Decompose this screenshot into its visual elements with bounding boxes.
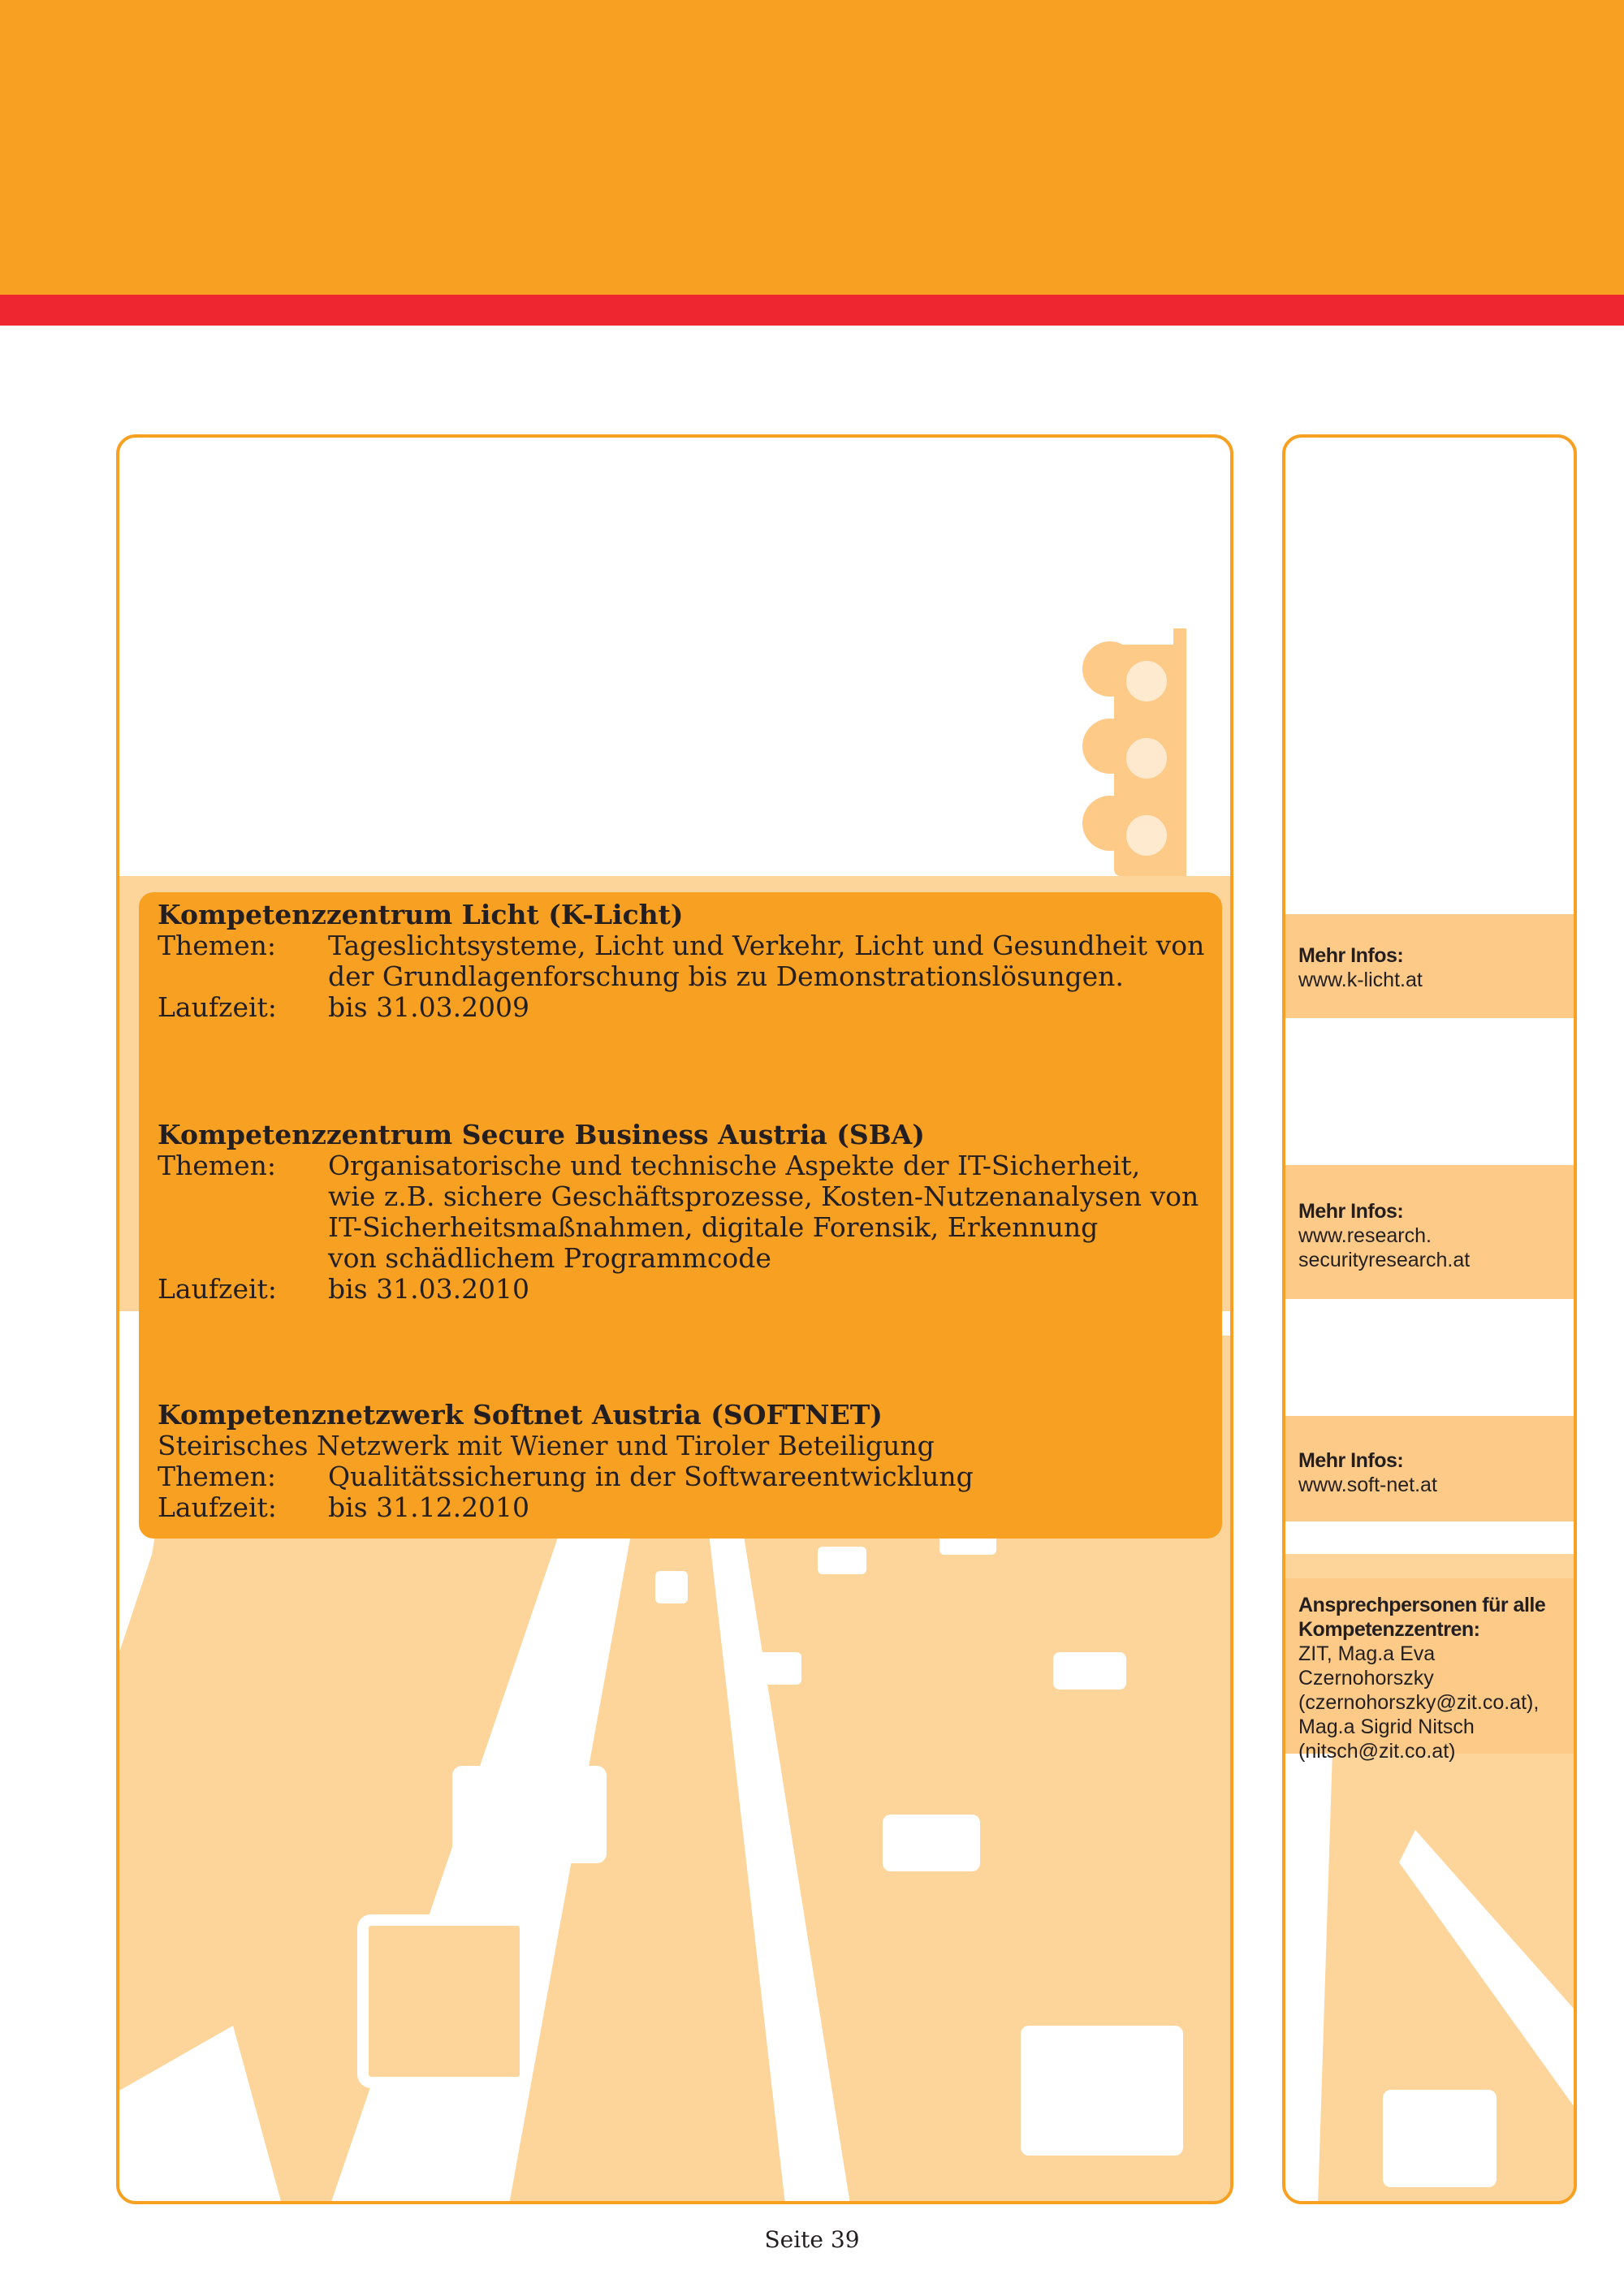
laufzeit-label: Laufzeit: [158,1491,277,1523]
themen-value: wie z.B. sichere Geschäftsprozesse, Kosten-Nutzenanalysen von [328,1180,1199,1212]
sidebar-link[interactable]: www.k-licht.at [1298,969,1423,991]
header-orange-band [0,0,1624,295]
contact-line: Mag.a Sigrid Nitsch [1298,1716,1475,1738]
laufzeit-value: bis 31.12.2010 [328,1491,530,1523]
sidebar-heading: Mehr Infos: [1298,1449,1404,1472]
sidebar-heading: Ansprechpersonen für alle [1298,1594,1546,1616]
entry-sba [158,1120,1213,1305]
sidebar-link[interactable]: securityresearch.at [1298,1249,1471,1271]
themen-label: Themen: [158,1150,276,1181]
sidebar-heading: Mehr Infos: [1298,1200,1404,1223]
themen-value: IT-Sicherheitsmaßnahmen, digitale Forensik, Erkennung [328,1211,1099,1243]
sidebar-heading: Kompetenzzentren: [1298,1618,1480,1641]
themen-value: Qualitätssicherung in der Softwareentwicklung [328,1461,974,1492]
sidebar-info-k-licht [1285,914,1574,1018]
laufzeit-label: Laufzeit: [158,1273,277,1305]
sidebar-info-sba [1285,1165,1574,1299]
header-red-stripe [0,295,1624,326]
themen-label: Themen: [158,930,276,961]
contact-line: ZIT, Mag.a Eva Czernohorszky [1298,1642,1436,1690]
themen-value: Organisatorische und technische Aspekte der IT-Sicherheit, [328,1150,1141,1181]
entry-title: Kompetenznetzwerk Softnet Austria (SOFTNET) [158,1399,883,1431]
sidebar-link[interactable]: www.research. [1298,1224,1432,1247]
entry-subtitle: Steirisches Netzwerk mit Wiener und Tiroler Beteiligung [158,1430,935,1461]
contact-email[interactable]: (czernohorszky@zit.co.at), [1298,1691,1540,1714]
main-panel [116,434,1233,2204]
entry-k-licht [158,900,1213,1023]
sidebar-panel [1282,434,1577,2204]
themen-value: Tageslichtsysteme, Licht und Verkehr, Licht und Gesundheit von [328,930,1205,961]
sidebar-info-softnet [1285,1416,1574,1521]
page-number: Seite 39 [764,2226,860,2253]
laufzeit-value: bis 31.03.2009 [328,991,530,1023]
sidebar-contacts [1285,1578,1574,1763]
entry-softnet [158,1400,1213,1523]
traffic-light-icon [1078,628,1199,896]
entry-title: Kompetenzzentrum Secure Business Austria (SBA) [158,1119,925,1150]
sidebar-link[interactable]: www.soft-net.at [1298,1474,1437,1496]
contact-email[interactable]: (nitsch@zit.co.at) [1298,1740,1456,1763]
themen-value: der Grundlagenforschung bis zu Demonstrationslösungen. [328,960,1124,992]
themen-label: Themen: [158,1461,276,1492]
laufzeit-label: Laufzeit: [158,991,277,1023]
laufzeit-value: bis 31.03.2010 [328,1273,530,1305]
sidebar-heading: Mehr Infos: [1298,944,1404,967]
entry-title: Kompetenzzentrum Licht (K-Licht) [158,899,684,930]
themen-value: von schädlichem Programmcode [328,1242,771,1274]
